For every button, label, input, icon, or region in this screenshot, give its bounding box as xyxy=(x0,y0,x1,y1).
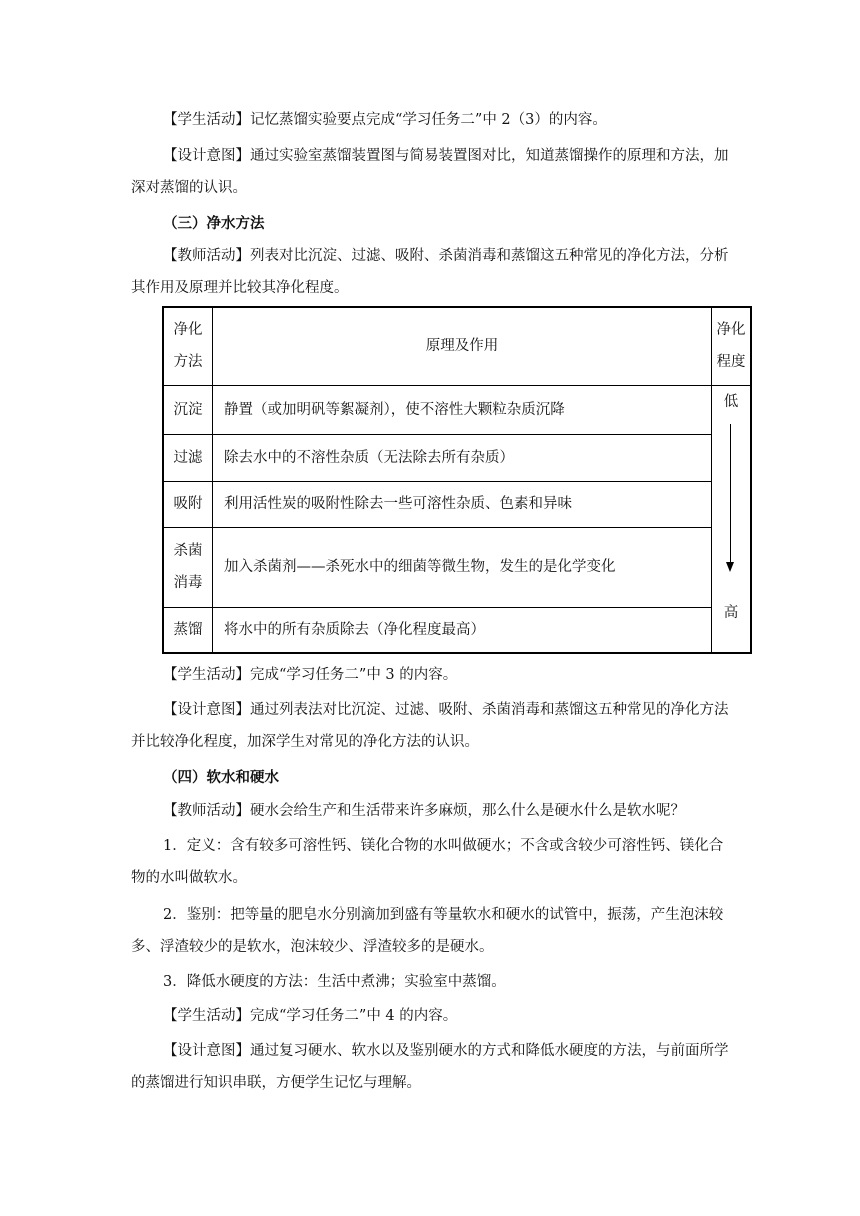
table-row xyxy=(163,385,751,434)
header-degree-line1: 净化 xyxy=(716,322,746,339)
table-header-row xyxy=(163,307,751,385)
row-method: 过滤 xyxy=(163,434,213,481)
row-desc: 加入杀菌剂——杀死水中的细菌等微生物，发生的是化学变化 xyxy=(213,527,712,607)
header-method-line1: 净化 xyxy=(173,322,203,339)
header-method xyxy=(163,307,213,385)
teacher-activity-1: 【教师活动】列表对比沉淀、过滤、吸附、杀菌消毒和蒸馏这五种常见的净化方法，分析其作用及原理并比较其净化程度。 xyxy=(131,248,729,296)
header-degree xyxy=(712,307,752,385)
purification-degree-scale xyxy=(712,385,752,653)
section-heading-3: （三）净水方法 xyxy=(163,215,265,232)
section-heading-4: （四）软水和硬水 xyxy=(163,769,279,786)
row-method: 吸附 xyxy=(163,481,213,527)
table-row xyxy=(163,607,751,653)
row-method: 蒸馏 xyxy=(163,607,213,653)
student-activity-3: 【学生活动】完成“学习任务二”中 4 的内容。 xyxy=(163,1008,458,1024)
row-desc: 静置（或加明矾等絮凝剂），使不溶性大颗粒杂质沉降 xyxy=(213,385,712,434)
student-activity-1: 【学生活动】记忆蒸馏实验要点完成“学习任务二”中 2（3）的内容。 xyxy=(163,112,607,128)
design-intent-3: 【设计意图】通过复习硬水、软水以及鉴别硬水的方式和降低水硬度的方法，与前面所学的蒸馏进行知识串联，方便学生记忆与理解。 xyxy=(131,1043,729,1091)
row-method-line2: 消毒 xyxy=(173,575,203,591)
row-desc: 将水中的所有杂质除去（净化程度最高） xyxy=(213,607,712,653)
design-intent-2: 【设计意图】通过列表法对比沉淀、过滤、吸附、杀菌消毒和蒸馏这五种常见的净化方法并比较净化程度，加深学生对常见的净化方法的认识。 xyxy=(131,702,729,750)
row-desc: 利用活性炭的吸附性除去一些可溶性杂质、色素和异味 xyxy=(213,481,712,527)
header-method-line2: 方法 xyxy=(173,354,203,371)
row-method: 沉淀 xyxy=(163,385,213,434)
degree-low-label: 低 xyxy=(723,393,739,410)
degree-arrow-line xyxy=(730,424,731,564)
table-row xyxy=(163,434,751,481)
row-desc: 除去水中的不溶性杂质（无法除去所有杂质） xyxy=(213,434,712,481)
degree-high-label: 高 xyxy=(723,605,739,621)
identification-paragraph: 2．鉴别：把等量的肥皂水分别滴加到盛有等量软水和硬水的试管中，振荡，产生泡沫较多、浮渣较少的是软水，泡沫较少、浮渣较多的是硬水。 xyxy=(131,907,724,955)
table-row xyxy=(163,481,751,527)
definition-paragraph: 1．定义：含有较多可溶性钙、镁化合物的水叫做硬水；不含或含较少可溶性钙、镁化合物的水叫做软水。 xyxy=(131,838,724,886)
header-degree-line2: 程度 xyxy=(716,354,746,371)
table-row xyxy=(163,527,751,607)
row-method xyxy=(163,527,213,607)
header-principle: 原理及作用 xyxy=(213,307,712,385)
down-arrow-icon xyxy=(726,562,734,572)
row-method-line1: 杀菌 xyxy=(173,543,203,559)
purification-methods-table xyxy=(162,306,752,654)
design-intent-1: 【设计意图】通过实验室蒸馏装置图与简易装置图对比，知道蒸馏操作的原理和方法，加深对蒸馏的认识。 xyxy=(131,148,729,196)
teacher-activity-2: 【教师活动】硬水会给生产和生活带来许多麻烦，那么什么是硬水什么是软水呢？ xyxy=(163,803,685,819)
student-activity-2: 【学生活动】完成“学习任务二”中 3 的内容。 xyxy=(163,667,458,683)
softening-paragraph: 3．降低水硬度的方法：生活中煮沸；实验室中蒸馏。 xyxy=(163,974,506,990)
